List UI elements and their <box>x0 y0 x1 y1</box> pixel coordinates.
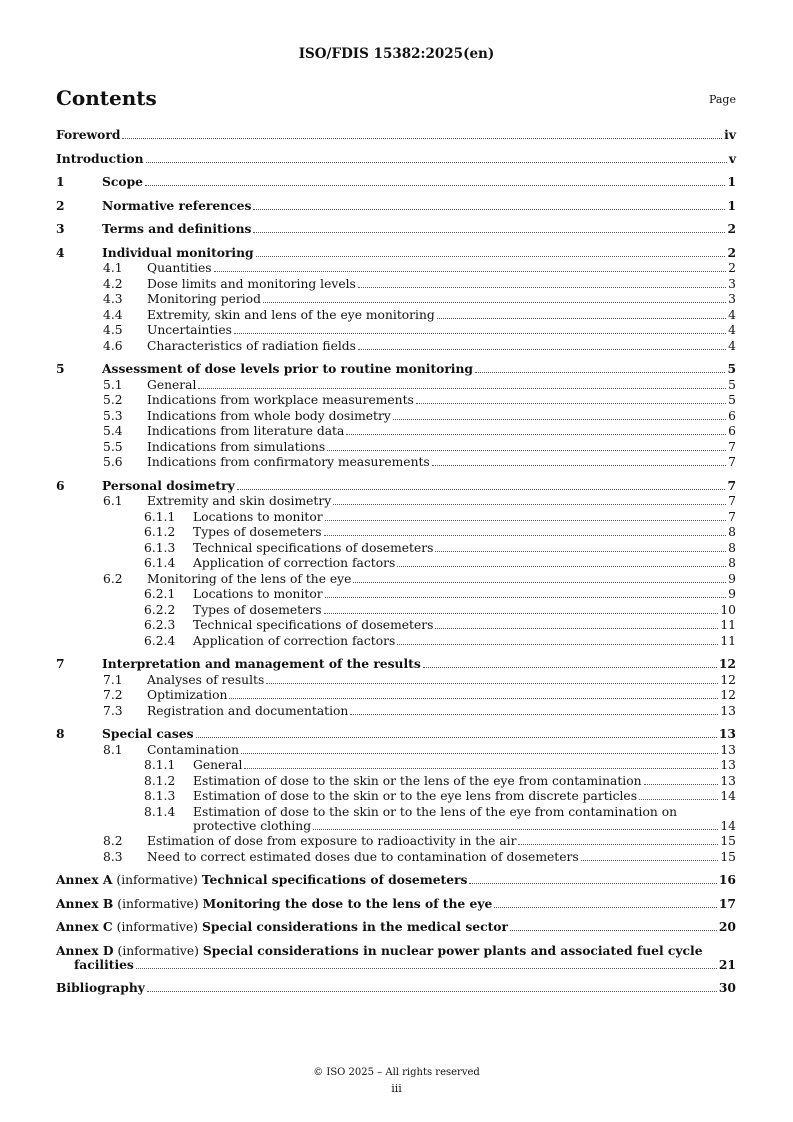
toc-entry-title: Contamination <box>147 742 240 757</box>
document-id: ISO/FDIS 15382:2025(en) <box>298 46 495 62</box>
toc-entry-page: 15 <box>720 849 736 864</box>
leader-dots <box>147 991 717 992</box>
annex-type: (informative) <box>116 873 198 887</box>
toc-entry-title: Quantities <box>147 261 212 275</box>
toc-entry-page: 13 <box>720 703 736 718</box>
leader-dots <box>198 388 726 389</box>
leader-dots <box>581 860 719 861</box>
toc-entry-number: 7.3 <box>103 703 123 718</box>
toc-entry-4-2[interactable] <box>56 277 736 291</box>
copyright-notice: © ISO 2025 – All rights reserved <box>313 1067 480 1078</box>
toc-entry-4-3[interactable] <box>56 292 736 306</box>
toc-entry-number: 6.2.1 <box>144 587 176 601</box>
toc-entry-number: 4.3 <box>103 292 123 306</box>
toc-entry-page: 12 <box>720 672 736 687</box>
toc-entry-number: 5.6 <box>103 455 123 469</box>
toc-entry-4-6[interactable] <box>56 339 736 353</box>
toc-entry-number: 6.2.3 <box>144 618 176 632</box>
annex-type: (informative) <box>117 896 199 911</box>
toc-entry-page: 4 <box>728 307 736 322</box>
toc-entry-page: 8 <box>728 556 736 570</box>
toc-entry-title: Estimation of dose to the skin or to the lens of the eye from contamination on <box>193 804 678 819</box>
leader-dots <box>136 968 717 969</box>
toc-entry-title: Technical specifications of dosemeters <box>193 618 434 632</box>
toc-entry-number: 4 <box>56 244 65 260</box>
leader-dots <box>397 566 726 567</box>
toc-entry-page: 13 <box>718 726 736 741</box>
toc-entry-page: 2 <box>727 244 736 260</box>
annex-type: (informative) <box>116 920 199 934</box>
toc-entry-5-1[interactable] <box>56 378 736 392</box>
toc-entry-title: Special cases <box>102 726 194 741</box>
toc-entry-page: 16 <box>718 872 736 887</box>
leader-dots <box>644 784 719 785</box>
toc-entry-page: 3 <box>728 292 736 306</box>
leader-dots <box>353 582 726 583</box>
toc-entry-title: Normative references <box>102 197 252 213</box>
leader-dots <box>237 489 726 490</box>
toc-entry-title: Technical specifications of dosemeters <box>193 540 434 555</box>
toc-entry-page: 20 <box>718 919 736 934</box>
toc-entry-title: Monitoring of the lens of the eye <box>147 571 352 586</box>
toc-entry-title: Scope <box>102 174 143 189</box>
page-title: Contents <box>56 86 157 110</box>
toc-entry-title: Indications from confirmatory measurements <box>147 455 430 469</box>
toc-entry-title: Monitoring period <box>147 292 261 306</box>
toc-entry-clause-2[interactable] <box>56 199 736 213</box>
toc-entry-clause-4[interactable] <box>56 246 736 260</box>
toc-entry-page: 8 <box>728 540 736 555</box>
toc-entry-number: 8.2 <box>103 834 123 848</box>
leader-dots <box>241 753 718 754</box>
table-of-contents <box>56 128 736 995</box>
toc-entry-5-3[interactable] <box>56 409 736 423</box>
toc-entry-title: Bibliography <box>56 980 145 995</box>
leader-dots <box>145 185 725 186</box>
toc-entry-page: 6 <box>728 424 736 438</box>
toc-entry-page: 12 <box>718 656 736 671</box>
leader-dots <box>435 551 726 552</box>
toc-entry-title-continued: protective clothing <box>193 818 312 833</box>
toc-entry-title: Application of correction factors <box>193 633 396 648</box>
toc-entry-4-1[interactable] <box>56 261 736 275</box>
leader-dots <box>327 450 726 451</box>
toc-entry-7-2[interactable] <box>56 688 736 702</box>
toc-entry-title: Estimation of dose from exposure to radioactivity in the air <box>147 834 517 848</box>
leader-dots <box>494 907 717 908</box>
leader-dots <box>423 667 717 668</box>
toc-entry-6-1-2[interactable] <box>56 525 736 539</box>
annex-label: Annex B <box>56 895 114 911</box>
leader-dots <box>266 683 718 684</box>
toc-entry-title: Indications from simulations <box>147 439 326 454</box>
toc-entry-6-1-4[interactable] <box>56 556 736 570</box>
toc-entry-annex-b[interactable] <box>56 897 736 911</box>
leader-dots <box>229 698 718 699</box>
toc-entry-title-continued: facilities <box>74 956 134 972</box>
leader-dots <box>358 287 726 288</box>
annex-label: Annex C <box>56 919 113 934</box>
toc-entry-annex-d[interactable] <box>56 944 736 972</box>
toc-entry-page: 4 <box>728 323 736 337</box>
toc-entry-clause-6[interactable] <box>56 479 736 493</box>
leader-dots <box>325 597 727 598</box>
leader-dots <box>393 419 726 420</box>
toc-entry-page: 9 <box>728 587 736 601</box>
leader-dots <box>214 271 727 272</box>
toc-entry-page: 5 <box>727 361 736 376</box>
toc-entry-5-5[interactable] <box>56 440 736 454</box>
toc-entry-number: 8.1.1 <box>144 758 176 772</box>
leader-dots <box>244 768 718 769</box>
annex-label: Annex D <box>56 942 114 958</box>
toc-entry-7-3[interactable] <box>56 704 736 718</box>
toc-entry-page: 8 <box>728 525 736 539</box>
toc-entry-page: 7 <box>728 455 736 469</box>
leader-dots <box>432 465 726 466</box>
toc-entry-page: v <box>728 150 736 166</box>
toc-entry-title: Terms and definitions <box>102 221 252 236</box>
toc-entry-title: Optimization <box>147 688 228 702</box>
toc-entry-8-2[interactable] <box>56 834 736 848</box>
leader-dots <box>324 535 727 536</box>
leader-dots <box>263 302 726 303</box>
toc-entry-number: 5.4 <box>103 424 123 438</box>
leader-dots <box>234 333 726 334</box>
toc-entry-number: 4.6 <box>103 338 123 353</box>
leader-dots <box>324 613 719 614</box>
toc-entry-number: 8.1 <box>103 742 123 757</box>
toc-entry-number: 4.2 <box>103 276 123 291</box>
toc-entry-5-2[interactable] <box>56 393 736 407</box>
leader-dots <box>510 930 717 931</box>
leader-dots <box>437 318 726 319</box>
toc-entry-title: Personal dosimetry <box>102 477 235 493</box>
toc-entry-clause-1[interactable] <box>56 175 736 189</box>
toc-entry-number: 6.2.4 <box>144 633 176 648</box>
leader-dots <box>253 209 725 210</box>
toc-entry-title: Indications from whole body dosimetry <box>147 408 391 423</box>
toc-entry-page: 1 <box>727 174 736 189</box>
toc-entry-8-1-1[interactable] <box>56 758 736 772</box>
toc-entry-title: Application of correction factors <box>193 556 396 570</box>
leader-dots <box>350 714 718 715</box>
toc-entry-7-1[interactable] <box>56 673 736 687</box>
toc-entry-title: Estimation of dose to the skin or to the eye lens from discrete particles <box>193 789 638 803</box>
toc-entry-annex-a[interactable] <box>56 873 736 887</box>
toc-entry-number: 6.2 <box>103 571 123 586</box>
toc-entry-number: 5.3 <box>103 408 123 423</box>
toc-entry-6-1[interactable] <box>56 494 736 508</box>
toc-entry-number: 6.1.2 <box>144 525 176 539</box>
leader-dots <box>313 829 718 830</box>
toc-entry-page: 21 <box>718 956 736 972</box>
leader-dots <box>122 138 722 139</box>
toc-entry-number: 6.2.2 <box>144 602 176 617</box>
leader-dots <box>333 504 726 505</box>
toc-entry-number: 5.5 <box>103 439 123 454</box>
toc-entry-page: 11 <box>720 618 736 632</box>
toc-entry-page: 14 <box>720 818 736 833</box>
toc-entry-title: Analyses of results <box>147 672 265 687</box>
toc-entry-title: Locations to monitor <box>193 587 323 601</box>
toc-entry-title: Types of dosemeters <box>193 525 322 539</box>
toc-entry-page: 4 <box>728 338 736 353</box>
toc-entry-number: 7.1 <box>103 672 123 687</box>
toc-entry-number: 6.1 <box>103 494 123 508</box>
toc-entry-page: 2 <box>728 261 736 275</box>
toc-entry-8-3[interactable] <box>56 850 736 864</box>
leader-dots <box>256 256 726 257</box>
toc-entry-page: 7 <box>727 477 736 493</box>
toc-entry-page: 15 <box>720 834 736 848</box>
toc-entry-number: 8 <box>56 726 65 741</box>
toc-entry-6-2[interactable] <box>56 572 736 586</box>
toc-entry-6-2-4[interactable] <box>56 634 736 648</box>
toc-entry-title: Characteristics of radiation fields <box>147 338 356 353</box>
toc-entry-title: Types of dosemeters <box>193 602 322 617</box>
toc-entry-page: 30 <box>718 980 736 995</box>
toc-entry-number: 5 <box>56 361 65 376</box>
toc-entry-8-1-4[interactable] <box>56 805 736 833</box>
toc-entry-page: 13 <box>720 773 736 788</box>
toc-entry-title: Interpretation and management of the results <box>102 656 421 671</box>
toc-entry-title: General <box>193 758 243 772</box>
leader-dots <box>196 737 717 738</box>
toc-entry-4-5[interactable] <box>56 323 736 337</box>
toc-entry-page: iv <box>724 127 736 142</box>
toc-entry-title: Estimation of dose to the skin or the lens of the eye from contamination <box>193 773 642 788</box>
leader-dots <box>416 403 726 404</box>
toc-entry-page: 7 <box>728 439 736 454</box>
toc-entry-6-2-2[interactable] <box>56 603 736 617</box>
toc-entry-bibliography[interactable] <box>56 981 736 995</box>
toc-entry-clause-8[interactable] <box>56 727 736 741</box>
toc-entry-number: 4.1 <box>103 261 123 275</box>
toc-entry-number: 6.1.4 <box>144 556 176 570</box>
toc-entry-page: 14 <box>720 789 736 803</box>
annex-type: (informative) <box>117 943 199 958</box>
leader-dots <box>475 372 725 373</box>
toc-entry-5-6[interactable] <box>56 455 736 469</box>
leader-dots <box>639 799 718 800</box>
toc-entry-5-4[interactable] <box>56 424 736 438</box>
toc-entry-6-1-1[interactable] <box>56 510 736 524</box>
toc-entry-title: Dose limits and monitoring levels <box>147 276 356 291</box>
toc-entry-clause-3[interactable] <box>56 222 736 236</box>
toc-entry-title: Special considerations in nuclear power plants and associated fuel cycle <box>202 942 703 958</box>
toc-entry-page: 11 <box>720 633 736 648</box>
toc-entry-title: Indications from literature data <box>147 424 345 438</box>
toc-entry-number: 2 <box>56 197 65 213</box>
toc-entry-title: Special considerations in the medical sector <box>202 919 508 934</box>
leader-dots <box>435 628 718 629</box>
toc-entry-number: 7 <box>56 656 65 671</box>
toc-entry-page: 6 <box>728 408 736 423</box>
toc-entry-number: 3 <box>56 221 65 236</box>
toc-entry-page: 13 <box>720 742 736 757</box>
toc-entry-title: Need to correct estimated doses due to contamination of dosemeters <box>147 849 579 864</box>
toc-entry-number: 8.1.2 <box>144 773 176 788</box>
toc-entry-title: Assessment of dose levels prior to routine monitoring <box>102 361 474 376</box>
leader-dots <box>346 434 726 435</box>
toc-entry-annex-c[interactable] <box>56 920 736 934</box>
toc-entry-number: 5.2 <box>103 393 123 407</box>
toc-entry-page: 2 <box>727 221 736 236</box>
toc-entry-foreword[interactable] <box>56 128 736 142</box>
toc-entry-number: 8.3 <box>103 849 123 864</box>
toc-entry-4-4[interactable] <box>56 308 736 322</box>
toc-entry-title: Locations to monitor <box>193 509 323 524</box>
toc-entry-title: Extremity, skin and lens of the eye monitoring <box>147 307 435 322</box>
toc-entry-number: 6 <box>56 477 65 493</box>
toc-entry-page: 10 <box>720 602 736 617</box>
toc-entry-8-1-3[interactable] <box>56 789 736 803</box>
toc-entry-6-2-1[interactable] <box>56 587 736 601</box>
toc-entry-page: 5 <box>728 377 736 392</box>
toc-entry-number: 4.4 <box>103 307 123 322</box>
annex-label: Annex A <box>56 872 113 887</box>
toc-entry-number: 8.1.3 <box>144 789 176 803</box>
leader-dots <box>325 520 727 521</box>
leader-dots <box>146 162 727 163</box>
leader-dots <box>469 883 716 884</box>
toc-entry-title: General <box>147 377 197 392</box>
toc-entry-title: Individual monitoring <box>102 244 254 260</box>
toc-entry-title: Indications from workplace measurements <box>147 393 414 407</box>
toc-entry-clause-5[interactable] <box>56 362 736 376</box>
toc-entry-number: 4.5 <box>103 323 123 337</box>
toc-entry-page: 7 <box>728 494 736 508</box>
toc-entry-number: 1 <box>56 174 65 189</box>
toc-entry-page: 1 <box>727 197 736 213</box>
toc-entry-title: Introduction <box>56 150 144 166</box>
toc-entry-6-2-3[interactable] <box>56 618 736 632</box>
page-number: iii <box>391 1082 402 1095</box>
toc-entry-page: 7 <box>728 509 736 524</box>
toc-entry-title: Technical specifications of dosemeters <box>201 872 468 887</box>
toc-entry-introduction[interactable] <box>56 152 736 166</box>
toc-entry-page: 13 <box>720 758 736 772</box>
toc-entry-number: 5.1 <box>103 377 123 392</box>
leader-dots <box>518 844 718 845</box>
toc-entry-8-1[interactable] <box>56 743 736 757</box>
toc-entry-page: 17 <box>718 895 736 911</box>
toc-entry-page: 5 <box>728 393 736 407</box>
toc-entry-title: Registration and documentation <box>147 703 349 718</box>
toc-entry-6-1-3[interactable] <box>56 541 736 555</box>
toc-entry-number: 8.1.4 <box>144 804 176 819</box>
toc-entry-title: Extremity and skin dosimetry <box>147 494 332 508</box>
leader-dots <box>397 644 718 645</box>
page-column-label: Page <box>708 93 736 106</box>
toc-entry-page: 9 <box>728 571 736 586</box>
toc-entry-title: Uncertainties <box>147 323 232 337</box>
leader-dots <box>253 232 725 233</box>
toc-entry-title: Foreword <box>56 127 121 142</box>
toc-entry-number: 6.1.3 <box>144 540 176 555</box>
toc-entry-number: 7.2 <box>103 688 123 702</box>
toc-entry-clause-7[interactable] <box>56 657 736 671</box>
toc-entry-number: 6.1.1 <box>144 509 176 524</box>
toc-entry-page: 3 <box>728 276 736 291</box>
toc-entry-title: Monitoring the dose to the lens of the eye <box>202 895 493 911</box>
toc-entry-page: 12 <box>720 688 736 702</box>
toc-entry-8-1-2[interactable] <box>56 774 736 788</box>
leader-dots <box>358 349 726 350</box>
